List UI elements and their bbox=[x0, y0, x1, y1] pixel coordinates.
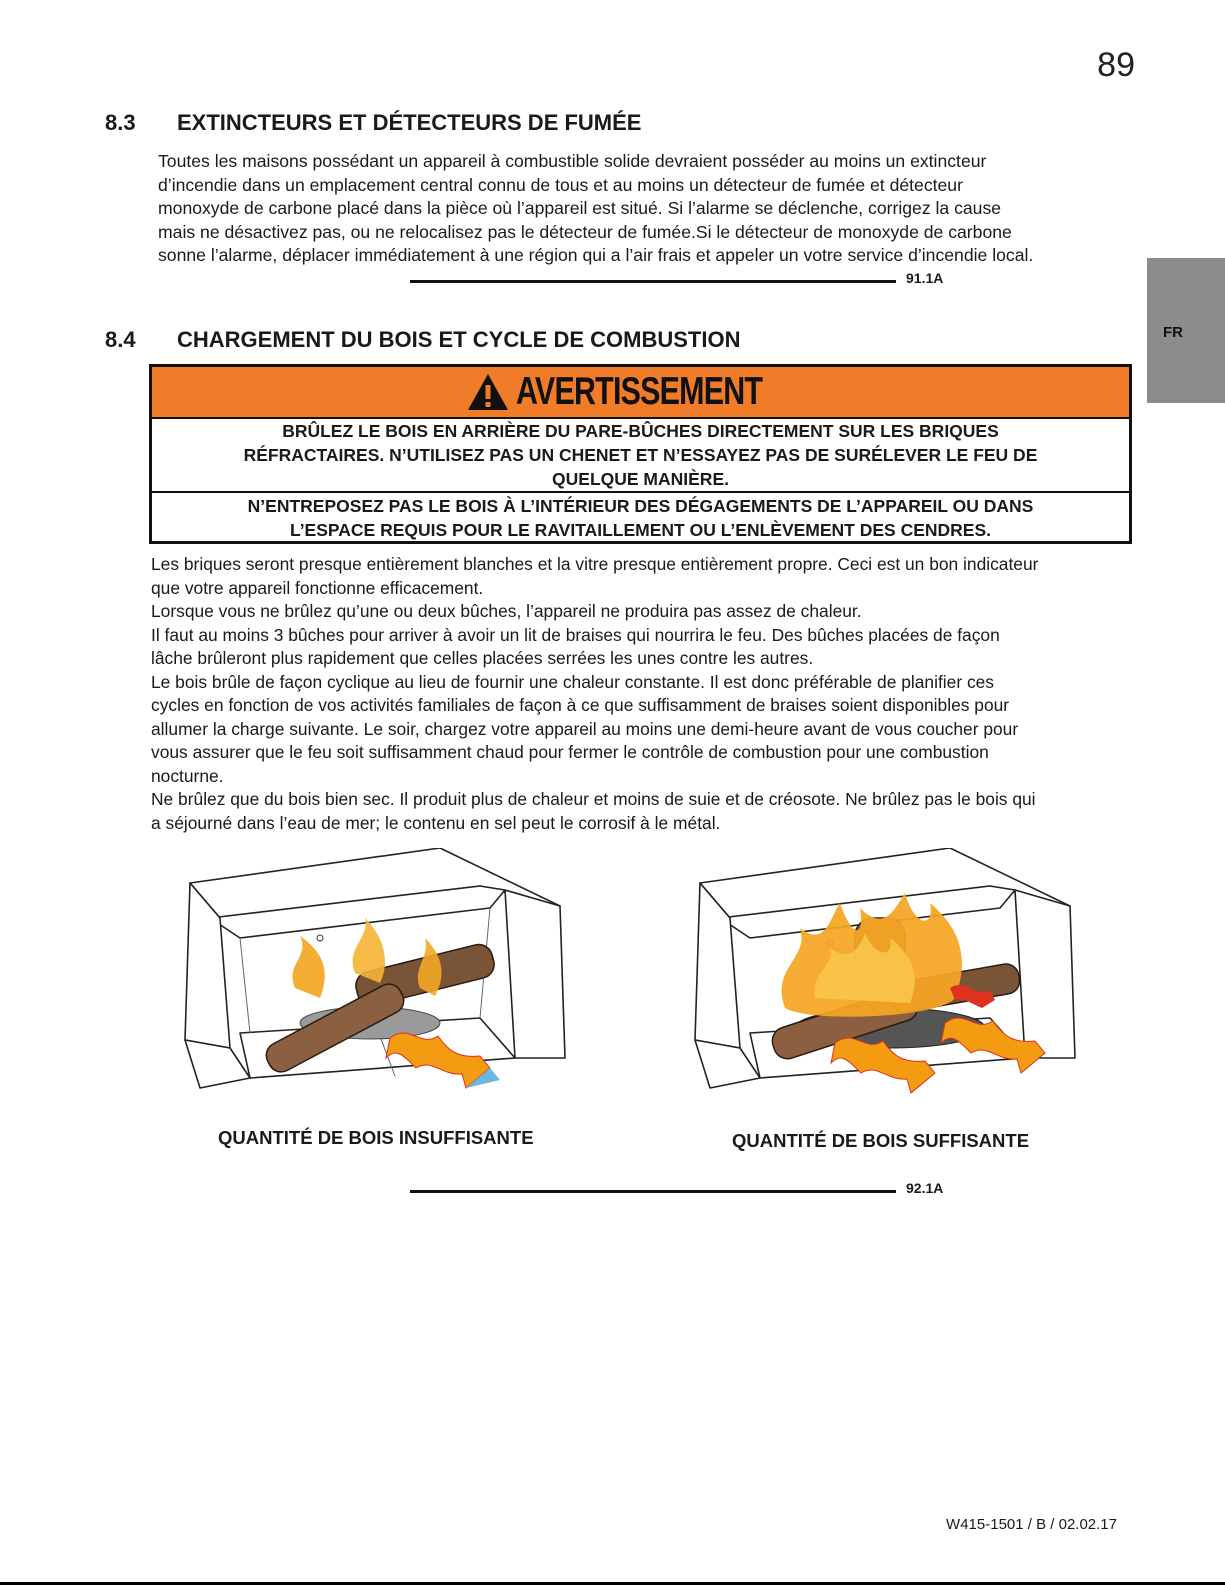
text-line: allumer la charge suivante. Le soir, chargez votre appareil au moins une demi-heure avant de vous coucher pour bbox=[151, 718, 1019, 739]
text-line: Il faut au moins 3 bûches pour arriver à avoir un lit de braises qui nourrira le feu. Des bûches placées de façon bbox=[151, 624, 1000, 645]
warning-message-2 bbox=[152, 493, 1129, 542]
text-line: Le bois brûle de façon cyclique au lieu de fournir une chaleur constante. Il est donc préférable de planifier ces bbox=[151, 671, 995, 692]
text-line: que votre appareil fonctionne efficacement. bbox=[151, 577, 484, 598]
page-number: 89 bbox=[1097, 46, 1135, 84]
text-line: sonne l’alarme, déplacer immédiatement à une région qui a l’air frais et appeler un votre service d’incendie local. bbox=[158, 245, 1034, 265]
firebox-sufficient-wood-illustration bbox=[690, 848, 1090, 1098]
text-line: Toutes les maisons possédant un appareil à combustible solide devraient posséder au moins un extincteur bbox=[158, 151, 987, 171]
warning-line: BRÛLEZ LE BOIS EN ARRIÈRE DU PARE-BÛCHES DIRECTEMENT SUR LES BRIQUES bbox=[282, 421, 999, 441]
reference-rule bbox=[410, 1190, 896, 1193]
section-title: CHARGEMENT DU BOIS ET CYCLE DE COMBUSTION bbox=[177, 327, 741, 352]
text-line: nocturne. bbox=[151, 765, 224, 786]
section-8-3-heading bbox=[105, 110, 641, 136]
reference-code: 92.1A bbox=[906, 1180, 944, 1196]
figure-caption-insufficient: QUANTITÉ DE BOIS INSUFFISANTE bbox=[218, 1127, 534, 1148]
section-8-4-text bbox=[151, 553, 1141, 835]
text-line: lâche brûleront plus rapidement que celles placées serrées les unes contre les autres. bbox=[151, 648, 814, 668]
firebox-insufficient-wood-illustration bbox=[180, 848, 580, 1098]
warning-box bbox=[149, 364, 1132, 544]
warning-title: AVERTISSEMENT bbox=[515, 370, 762, 413]
text-line: d’incendie dans un emplacement central connu de tous et au moins un détecteur de fumée et détecteur bbox=[158, 174, 963, 195]
section-number: 8.4 bbox=[105, 327, 136, 352]
document-code-footer: W415-1501 / B / 02.02.17 bbox=[946, 1516, 1117, 1533]
section-number: 8.3 bbox=[105, 110, 136, 135]
text-line: mais ne désactivez pas, ou ne relocalisez pas le détecteur de fumée.Si le détecteur de monoxyde de carbone bbox=[158, 221, 1012, 242]
reference-code: 91.1A bbox=[906, 270, 944, 286]
warning-line: L’ESPACE REQUIS POUR LE RAVITAILLEMENT OU L’ENLÈVEMENT DES CENDRES. bbox=[289, 520, 992, 540]
warning-message-1 bbox=[152, 419, 1129, 493]
text-line: monoxyde de carbone placé dans la pièce où l’appareil est situé. Si l’alarme se déclenche, corrigez la cause bbox=[158, 198, 1002, 218]
section-8-3-text bbox=[158, 150, 1138, 268]
warning-line: N’ENTREPOSEZ PAS LE BOIS À L’INTÉRIEUR DES DÉGAGEMENTS DE L’APPAREIL OU DANS bbox=[247, 496, 1034, 516]
text-line: Les briques seront presque entièrement blanches et la vitre presque entièrement propre. Ceci est un bon indicateur bbox=[151, 554, 1039, 574]
language-tab bbox=[1147, 258, 1225, 403]
text-line: Lorsque vous ne brûlez qu’une ou deux bûches, l’appareil ne produira pas assez de chaleur. bbox=[151, 601, 862, 621]
warning-line: QUELQUE MANIÈRE. bbox=[552, 469, 729, 489]
section-8-4-heading bbox=[105, 327, 740, 353]
text-line: cycles en fonction de vos activités familiales de façon à ce que suffisamment de braises soient disponibles pour bbox=[151, 695, 1010, 715]
section-title: EXTINCTEURS ET DÉTECTEURS DE FUMÉE bbox=[177, 110, 642, 135]
text-line: a séjourné dans l’eau de mer; le contenu en sel peut le corrosif à le métal. bbox=[151, 812, 721, 833]
text-line: vous assurer que le feu soit suffisamment chaud pour fermer le contrôle de combustion pour une combustion bbox=[151, 742, 989, 762]
text-line: Ne brûlez que du bois bien sec. Il produit plus de chaleur et moins de suie et de créosote. Ne brûlez pas le bois qui bbox=[151, 789, 1036, 809]
reference-rule bbox=[410, 280, 896, 283]
warning-line: RÉFRACTAIRES. N’UTILISEZ PAS UN CHENET ET N’ESSAYEZ PAS DE SURÉLEVER LE FEU DE bbox=[243, 445, 1038, 465]
language-tab-label: FR bbox=[1163, 324, 1183, 341]
warning-triangle-icon bbox=[466, 372, 510, 412]
figure-caption-sufficient: QUANTITÉ DE BOIS SUFFISANTE bbox=[732, 1130, 1030, 1151]
warning-banner bbox=[152, 367, 1129, 419]
